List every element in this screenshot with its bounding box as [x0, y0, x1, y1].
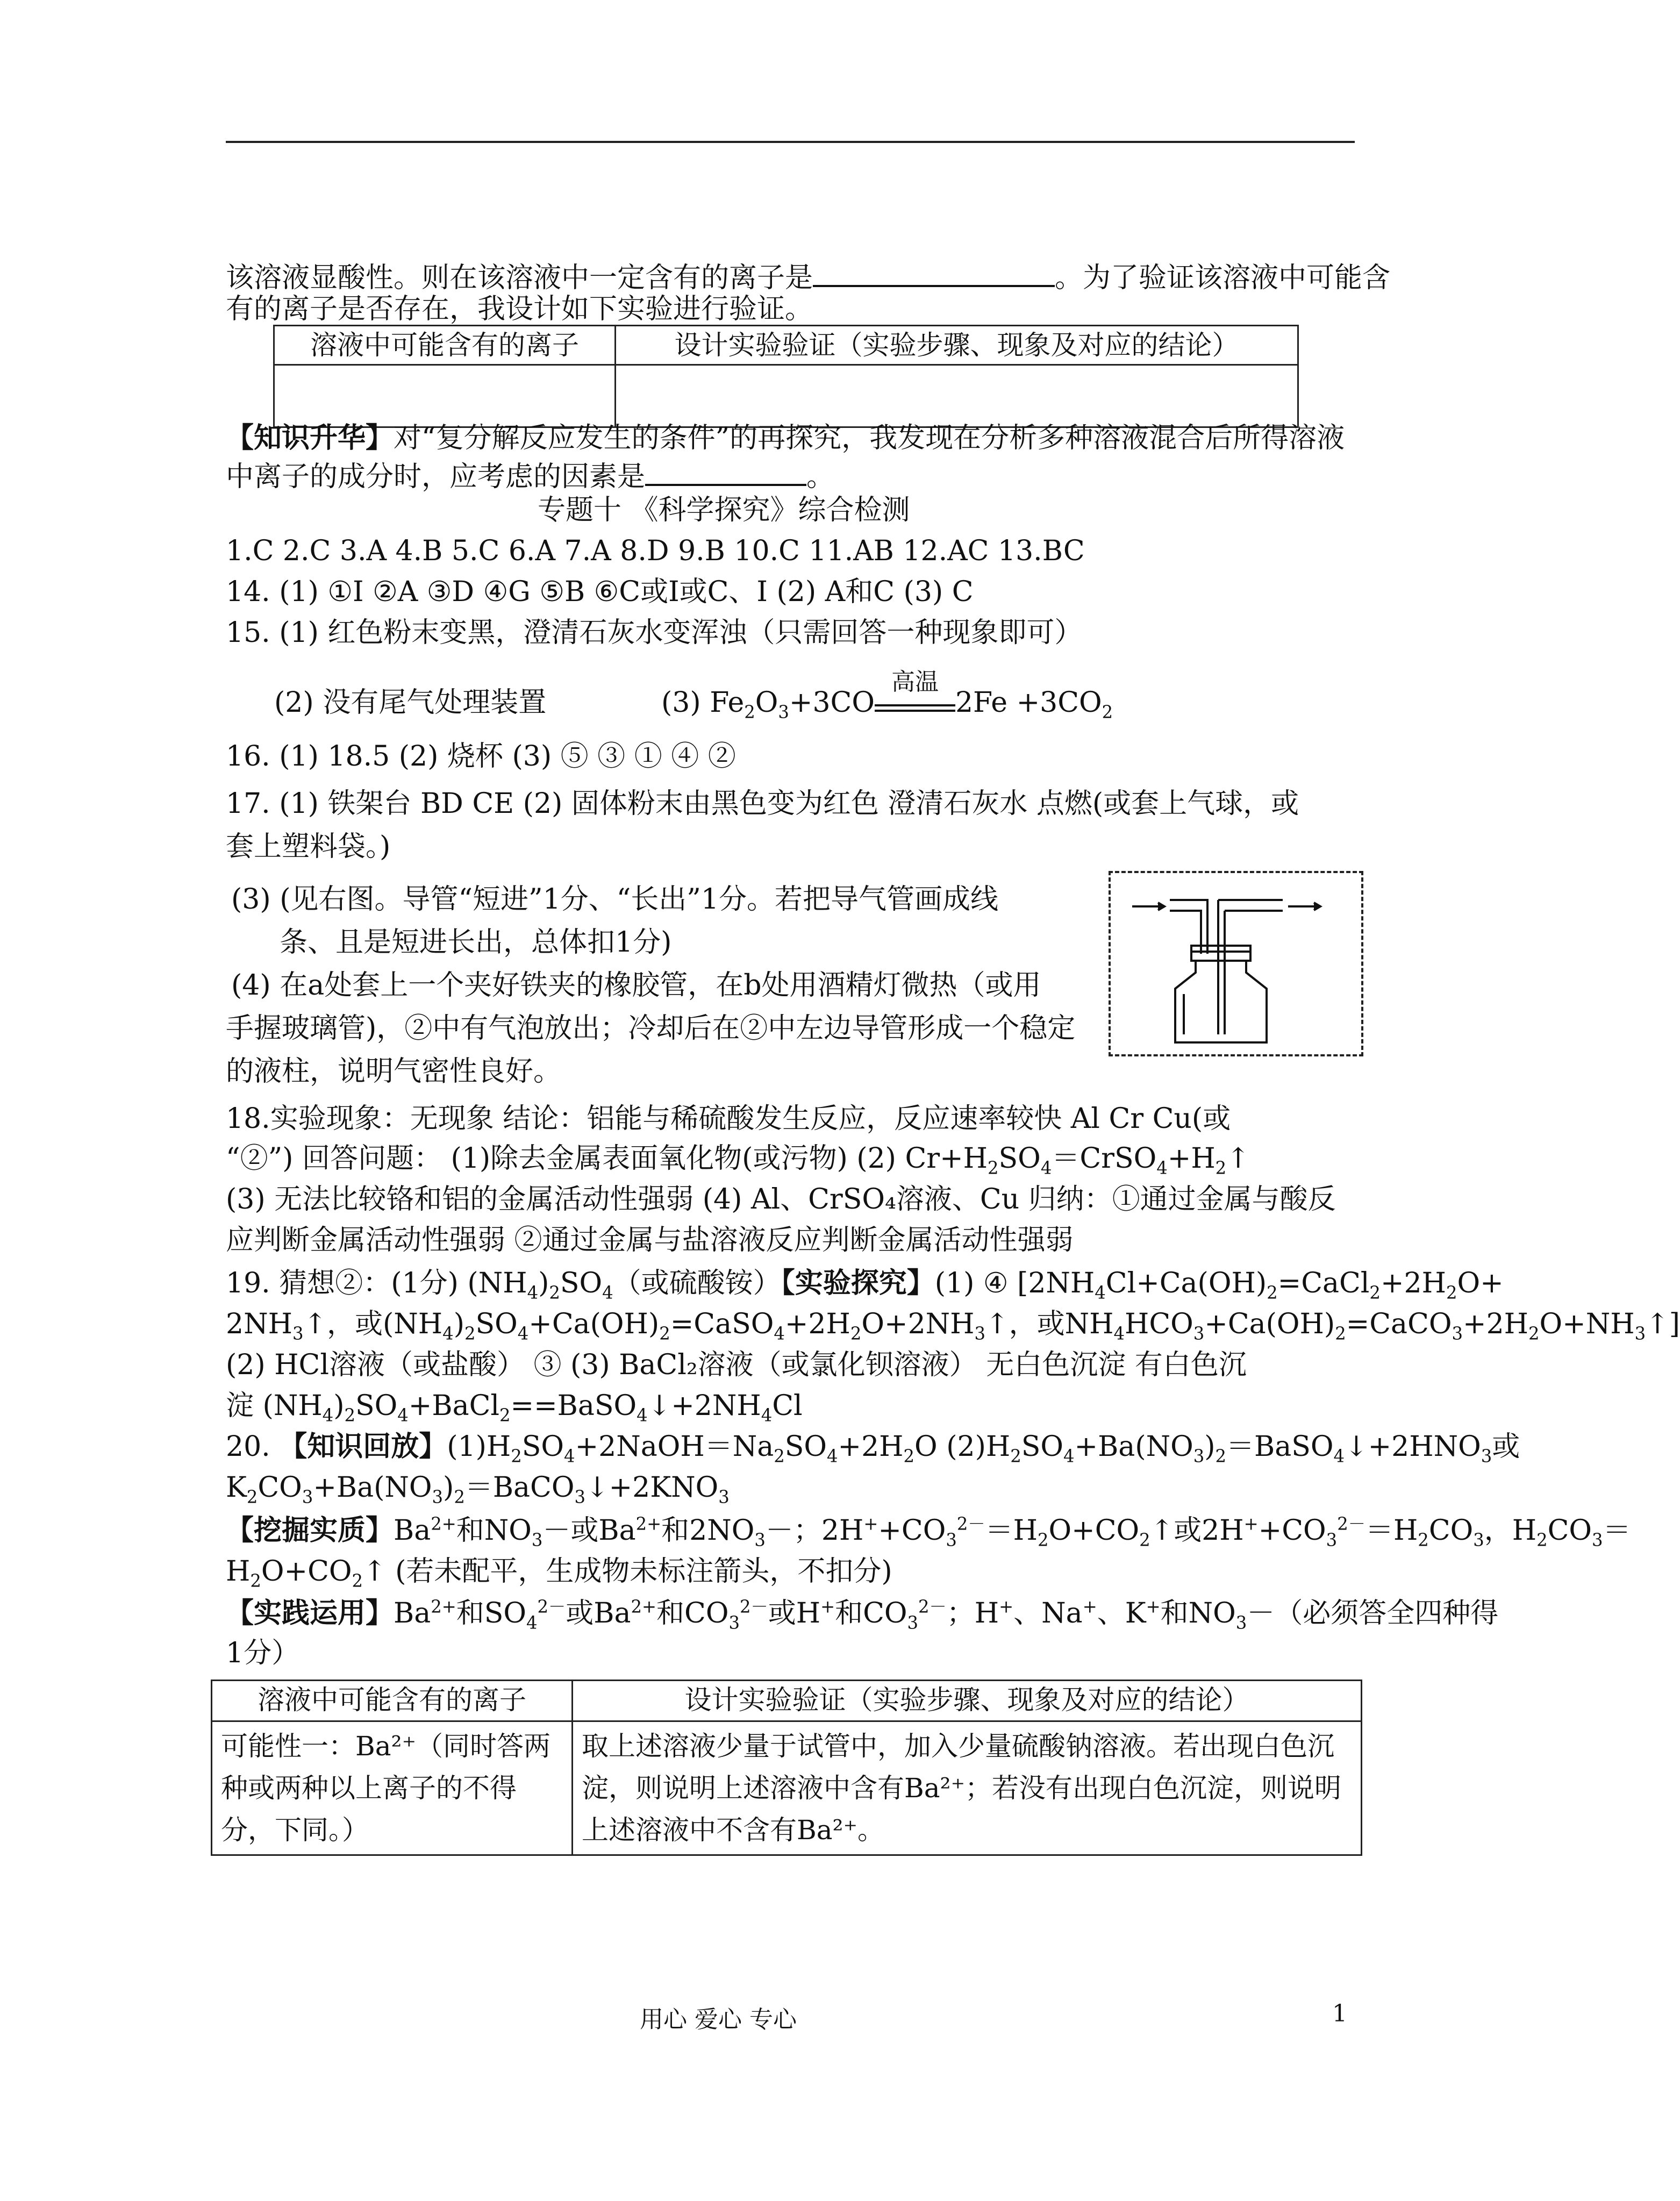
table1-cell-ions [274, 365, 616, 427]
answer-q20-3: 【实践运用】$Ba^{2+}$和$SO_4^{2-}$或$Ba^{2+}$和$CO_3^{2-}$或H+和$CO_3^{2-}$；H+、Na+、K+和$NO_3-$（必须答全四种得 [226, 1596, 1499, 1633]
upgrade-line-1 [226, 419, 1345, 457]
equals-sign [875, 704, 955, 712]
intro-text-b: 。为了验证该溶液中可能含 [1055, 262, 1391, 294]
answer-q18-3: (3) 无法比较铬和铝的金属活动性强弱 (4) Al、CrSO₄溶液、Cu 归纳：①通过金属与酸反 [226, 1183, 1336, 1216]
table1-header-ions: 溶液中可能含有的离子 [274, 326, 616, 365]
answer-q17-3b: 条、且是短进长出，总体扣1分) [280, 926, 672, 959]
upgrade-blank [645, 456, 806, 486]
reaction-condition [875, 668, 955, 712]
answer-q17-4b: 手握玻璃管)，②中有气泡放出；冷却后在②中左边导管形成一个稳定 [226, 1012, 1076, 1045]
answer-q20-3b: 1分） [226, 1637, 300, 1669]
intro-line-2: 有的离子是否存在，我设计如下实验进行验证。 [226, 293, 813, 325]
bottle-diagram-icon [1111, 873, 1361, 1054]
upgrade-text-c: 。 [806, 461, 835, 493]
q20-tag-essence: 【挖掘实质】 [226, 1514, 394, 1547]
upgrade-text-b: 中离子的成分时，应考虑的因素是 [226, 461, 646, 493]
answer-q15-3: (3) $Fe_2O_3+3CO$ 高温 $2Fe +3CO_2$ [661, 684, 1113, 721]
page-number: 1 [1332, 2000, 1347, 2027]
answer-q17-2: 套上塑料袋。) [226, 831, 391, 863]
answer-q20-2: 【挖掘实质】$Ba^{2+}$和$NO_3-$或$Ba^{2+}$和$2NO_3-$；$2H^++CO_3^{2-}=H_2O+CO_2↑$或$2H^++CO_3^{2-}=H_2CO_3$，$H_2CO_3=$ [226, 1513, 1631, 1550]
table1-header-design: 设计实验验证（实验步骤、现象及对应的结论） [616, 326, 1298, 365]
q20-tag-practice: 【实践运用】 [226, 1597, 394, 1630]
answer-blank [813, 257, 1055, 287]
answer-q19-2: (2) HCl溶液（或盐酸） ③ (3) BaCl₂溶液（或氯化钡溶液） 无白色沉淀 有白色沉 [226, 1349, 1247, 1381]
upgrade-line-2 [226, 456, 834, 496]
answer-q20-1: 20. 【知识回放】$(1)H_2SO_4+2NaOH=Na_2SO_4+2H_2O$ $(2)H_2SO_4+Ba(NO_3)_2=BaSO_4↓+2HNO_3$或 [226, 1430, 1520, 1467]
answer-q17-4a: (4) 在a处套上一个夹好铁夹的橡胶管，在b处用酒精灯微热（或用 [231, 969, 1041, 1002]
answer-q18-4: 应判断金属活动性强弱 ②通过金属与盐溶液反应判断金属活动性强弱 [226, 1224, 1074, 1256]
answer-q19-1b: $2NH_3↑$，或$(NH_4)_2SO_4+Ca(OH)_2=CaSO_4+2H_2O+2NH_3↑$，或$NH_4HCO_3+Ca(OH)_2=CaCO_3+2H_2O+NH_3↑$] [226, 1308, 1680, 1344]
answer-q19-1: 19. 猜想②：(1分) $(NH_4)_2SO_4$（或硫酸铵）【实验探究】(1) ④ [$2NH_4Cl+Ca(OH)_2=CaCl_2+2H_2O+$ [226, 1267, 1504, 1303]
ion-verification-table [211, 1680, 1362, 1856]
answer-q17-3a: (3) (见右图。导管“短进”1分、“长出”1分。若把导气管画成线 [231, 883, 998, 916]
condition-high-temp: 高温 [891, 668, 939, 696]
q15-3-label: (3) [661, 687, 701, 719]
answer-q19-3: 淀 $(NH_4)_2SO_4+BaCl_2==BaSO_4↓+2NH_4Cl$ [226, 1390, 803, 1426]
table2-cell-design: 取上述溶液少量于试管中，加入少量硫酸钠溶液。若出现白色沉淀，则说明上述溶液中含有Ba²⁺；若没有出现白色沉淀，则说明上述溶液中不含有Ba²⁺。 [573, 1721, 1362, 1855]
answer-q18-1: 18.实验现象：无现象 结论：铝能与稀硫酸发生反应，反应速率较快 Al Cr Cu(或 [226, 1103, 1231, 1135]
answer-q1-13: 1.C 2.C 3.A 4.B 5.C 6.A 7.A 8.D 9.B 10.C 11.AB 12.AC 13.BC [226, 535, 1085, 567]
table2-cell-ions: 可能性一：Ba²⁺（同时答两种或两种以上离子的不得分，下同。） [212, 1721, 573, 1855]
upgrade-tag: 【知识升华】 [226, 421, 394, 454]
footer-motto: 用心 爱心 专心 [640, 2006, 797, 2033]
answer-q20-2b: $H_2O+CO_2↑$ (若未配平，生成物未标注箭头，不扣分) [226, 1555, 892, 1591]
answer-q15-1: 15. (1) 红色粉末变黑，澄清石灰水变浑浊（只需回答一种现象即可） [226, 617, 1083, 649]
q20-tag-review: 【知识回放】 [279, 1430, 447, 1463]
answer-q14: 14. (1) ①I ②A ③D ④G ⑤B ⑥C或I或C、I (2) A和C (3) C [226, 576, 974, 608]
ion-table-empty [273, 325, 1299, 428]
answer-q16: 16. (1) 18.5 (2) 烧杯 (3) ⑤ ③ ① ④ ② [226, 740, 736, 773]
gas-washing-bottle-figure [1109, 871, 1363, 1056]
answer-q17-4c: 的液柱，说明气密性良好。 [226, 1055, 562, 1088]
section-title: 专题十 《科学探究》综合检测 [538, 494, 910, 526]
answer-q17-1: 17. (1) 铁架台 BD CE (2) 固体粉末由黑色变为红色 澄清石灰水 点燃(或套上气球，或 [226, 788, 1299, 820]
answer-q18-2: “②”) 回答问题： (1)除去金属表面氧化物(或污物) (2) $Cr+H_2SO_4=CrSO_4+H_2↑$ [226, 1142, 1250, 1178]
header-rule [226, 141, 1355, 143]
intro-text-a: 该溶液显酸性。则在该溶液中一定含有的离子是 [226, 262, 813, 294]
answer-q20-1b: $K_2CO_3+Ba(NO_3)_2=BaCO_3↓+2KNO_3$ [226, 1471, 730, 1507]
table2-header-design: 设计实验验证（实验步骤、现象及对应的结论） [573, 1681, 1362, 1721]
answer-q15-2: (2) 没有尾气处理装置 [274, 687, 547, 719]
table2-header-ions: 溶液中可能含有的离子 [212, 1681, 573, 1721]
table1-cell-design [616, 365, 1298, 427]
q18-2-text: “②”) 回答问题： (1)除去金属表面氧化物(或污物) (2) Cr+H [226, 1142, 988, 1175]
upgrade-text-a: 对“复分解反应发生的条件”的再探究，我发现在分析多种溶液混合后所得溶液 [394, 422, 1345, 454]
